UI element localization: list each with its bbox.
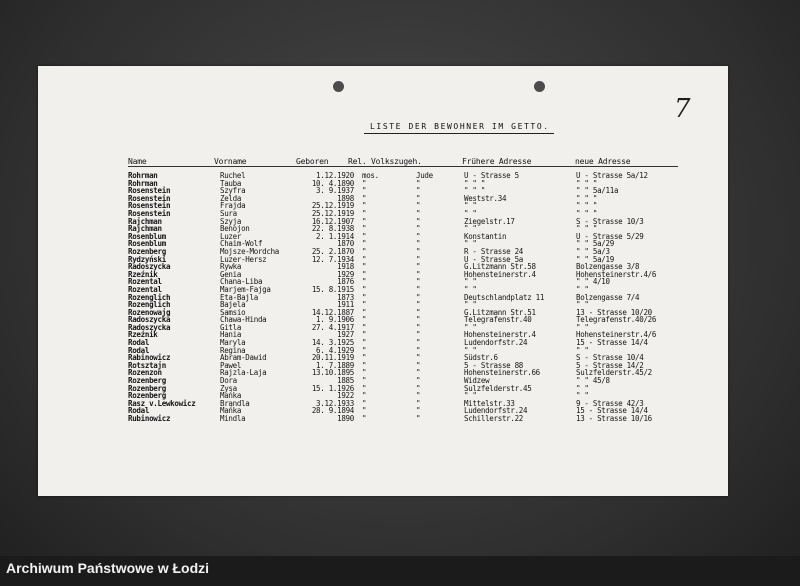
page-number: 7 [674, 94, 691, 124]
row-name: Rohrman [128, 178, 158, 188]
column-header-born: Geboren [296, 157, 329, 166]
row-name: Rabinowicz [128, 353, 171, 363]
row-nationality: Jude [416, 171, 433, 180]
row-nationality: " [416, 246, 421, 256]
row-first-name: Eta-Bajla [220, 292, 258, 302]
row-previous-address: U - Strasse 5 [464, 171, 519, 180]
row-previous-address: " " [464, 391, 477, 401]
row-previous-address: 5 - Strasse 88 [464, 360, 524, 370]
row-previous-address: Ziegelstr.17 [464, 216, 515, 226]
row-nationality: " [416, 307, 421, 317]
row-new-address: " " 5a/11a [576, 186, 619, 196]
column-header-previous-address: Frühere Adresse [462, 157, 532, 166]
row-religion: " [362, 368, 367, 378]
row-name: Rozenberg [128, 391, 166, 401]
row-nationality: " [416, 315, 421, 325]
row-first-name: Mańka [220, 391, 242, 401]
row-religion: " [362, 322, 367, 332]
row-previous-address: Ludendorfstr.24 [464, 406, 528, 416]
row-religion: " [362, 186, 367, 196]
row-first-name: Mindla [220, 414, 246, 423]
row-nationality: " [416, 178, 421, 188]
row-name: Rotsztajn [128, 360, 166, 370]
row-previous-address: Hohensteinerstr.4 [464, 269, 536, 279]
row-born: 1. 9.1906 [316, 315, 354, 325]
header-rule [128, 166, 678, 167]
row-religion: " [362, 383, 367, 393]
row-name: Rosenstein [128, 186, 171, 196]
row-born: 1876 [337, 277, 354, 287]
column-header-first-name: Vorname [214, 157, 247, 166]
row-new-address: 9 - Strasse 42/3 [576, 398, 644, 408]
row-born: 13.10.1895 [311, 368, 354, 378]
row-nationality: " [416, 201, 421, 211]
row-name: Rosenstein [128, 193, 171, 203]
row-previous-address: Schillerstr.22 [464, 414, 524, 423]
row-name: Rozenowajg [128, 307, 171, 317]
row-born: 1911 [337, 300, 354, 310]
row-born: 1870 [337, 239, 354, 249]
row-new-address: 13 - Strasse 10/20 [576, 307, 652, 317]
column-header-name: Name [128, 157, 147, 166]
row-nationality: " [416, 345, 421, 355]
row-born: 25.12.1919 [311, 208, 354, 218]
row-new-address: " " [576, 391, 589, 401]
row-born: 6. 4.1929 [316, 345, 354, 355]
punch-hole [534, 81, 545, 92]
row-religion: " [362, 406, 367, 416]
row-previous-address: " " " [464, 178, 486, 188]
row-first-name: Maryla [220, 338, 246, 348]
row-nationality: " [416, 360, 421, 370]
row-name: Rosenstein [128, 208, 171, 218]
row-nationality: " [416, 391, 421, 401]
row-nationality: " [416, 406, 421, 416]
row-previous-address: " " [464, 345, 477, 355]
row-nationality: " [416, 353, 421, 363]
row-nationality: " [416, 231, 421, 241]
row-first-name: Regina [220, 345, 246, 355]
row-name: Rydzyński [128, 254, 166, 264]
row-new-address: " " [576, 383, 589, 393]
row-new-address: Hohensteinerstr.4/6 [576, 269, 657, 279]
row-new-address: Bolzengasse 3/8 [576, 262, 640, 272]
row-first-name: Chaim-Wolf [220, 239, 263, 249]
row-name: Radoszycka [128, 262, 171, 272]
row-previous-address: Konstantin [464, 231, 507, 241]
row-name: Radoszycka [128, 315, 171, 325]
row-first-name: Zysa [220, 383, 237, 393]
row-new-address: " " " [576, 224, 598, 234]
row-previous-address: " " [464, 208, 477, 218]
row-religion: " [362, 262, 367, 272]
row-religion: " [362, 345, 367, 355]
row-name: Rosenblum [128, 239, 166, 249]
row-religion: " [362, 254, 367, 264]
row-name: Rozenglich [128, 300, 171, 310]
row-previous-address: Hohensteinerstr.66 [464, 368, 540, 378]
row-name: Rosenstein [128, 201, 171, 211]
row-first-name: Samsio [220, 307, 246, 317]
row-first-name: Mańka [220, 406, 242, 416]
row-first-name: Frajda [220, 201, 246, 211]
row-born: 25.12.1919 [311, 201, 354, 211]
row-new-address: " " 5a/3 [576, 246, 610, 256]
row-born: 3.12.1933 [316, 398, 354, 408]
row-previous-address: Ludendorfstr.24 [464, 338, 528, 348]
row-religion: " [362, 208, 367, 218]
row-nationality: " [416, 186, 421, 196]
row-new-address: 15 - Strasse 14/4 [576, 338, 648, 348]
row-nationality: " [416, 376, 421, 386]
row-previous-address: R - Strasse 24 [464, 246, 524, 256]
row-first-name: Mojsze-Mordcha [220, 246, 280, 256]
row-born: 1. 7.1889 [316, 360, 354, 370]
row-born: 15. 1.1926 [311, 383, 354, 393]
row-born: 16.12.1907 [311, 216, 354, 226]
row-nationality: " [416, 284, 421, 294]
row-religion: " [362, 277, 367, 287]
row-previous-address: " " [464, 277, 477, 287]
row-previous-address: Weststr.34 [464, 193, 507, 203]
row-first-name: Bajela [220, 300, 246, 310]
row-name: Rozenberg [128, 383, 166, 393]
row-previous-address: " " [464, 201, 477, 211]
row-first-name: Hania [220, 330, 242, 340]
row-first-name: Szyja [220, 216, 242, 226]
row-name: Rosenblum [128, 231, 166, 241]
row-born: 1890 [337, 414, 354, 423]
document-title: LISTE DER BEWOHNER IM GETTO. [370, 122, 550, 131]
row-born: 1927 [337, 330, 354, 340]
row-previous-address: G.Litzmann Str.51 [464, 307, 536, 317]
row-name: Rzeźnik [128, 330, 158, 340]
row-first-name: Ruchel [220, 171, 246, 180]
row-new-address: " " " [576, 178, 598, 188]
row-name: Rozenberg [128, 376, 166, 386]
row-new-address: " " [576, 322, 589, 332]
row-first-name: Chawa-Hinda [220, 315, 267, 325]
row-name: Rubinowicz [128, 414, 171, 423]
row-new-address: " " [576, 300, 589, 310]
row-first-name: Abram-Dawid [220, 353, 267, 363]
row-religion: " [362, 224, 367, 234]
row-nationality: " [416, 216, 421, 226]
row-new-address: " " 5a/19 [576, 254, 614, 264]
row-religion: mos. [362, 171, 379, 180]
row-previous-address: " " [464, 284, 477, 294]
row-religion: " [362, 360, 367, 370]
row-new-address: U - Strasse 5/29 [576, 231, 644, 241]
row-born: 27. 4.1917 [311, 322, 354, 332]
row-previous-address: U - Strasse 5a [464, 254, 524, 264]
table-row [38, 415, 728, 423]
row-first-name: Dora [220, 376, 237, 386]
row-previous-address: Widzew [464, 376, 490, 386]
row-religion: " [362, 284, 367, 294]
title-underline [364, 133, 554, 134]
row-name: Rozenglich [128, 292, 171, 302]
row-new-address: Bolzengasse 7/4 [576, 292, 640, 302]
row-born: 12. 7.1934 [311, 254, 354, 264]
row-religion: " [362, 376, 367, 386]
row-first-name: Rywka [220, 262, 242, 272]
row-religion: " [362, 231, 367, 241]
row-nationality: " [416, 322, 421, 332]
row-nationality: " [416, 414, 421, 423]
row-previous-address: Hohensteinerstr.4 [464, 330, 536, 340]
row-first-name: Genia [220, 269, 242, 279]
row-new-address: Hohensteinerstr.4/6 [576, 330, 657, 340]
row-religion: " [362, 216, 367, 226]
row-religion: " [362, 353, 367, 363]
row-born: 14. 3.1925 [311, 338, 354, 348]
row-previous-address: " " [464, 300, 477, 310]
row-first-name: Luzer-Hersz [220, 254, 267, 264]
row-first-name: Tauba [220, 178, 242, 188]
row-new-address: Telegrafenstr.40/26 [576, 315, 657, 325]
row-nationality: " [416, 239, 421, 249]
column-header-new-address: neue Adresse [575, 157, 631, 166]
row-previous-address: Südstr.6 [464, 353, 498, 363]
punch-hole [333, 81, 344, 92]
row-name: Rodal [128, 406, 150, 416]
row-religion: " [362, 414, 367, 423]
row-religion: " [362, 246, 367, 256]
row-previous-address: " " [464, 224, 477, 234]
row-nationality: " [416, 224, 421, 234]
row-name: Rasz v.Lewkowicz [128, 398, 196, 408]
row-born: 1873 [337, 292, 354, 302]
column-header-nationality: Volkszugeh. [371, 157, 422, 166]
row-previous-address: " " " [464, 186, 486, 196]
row-nationality: " [416, 193, 421, 203]
row-religion: " [362, 269, 367, 279]
row-religion: " [362, 292, 367, 302]
column-header-religion: Rel. [348, 157, 367, 166]
row-nationality: " [416, 383, 421, 393]
row-name: Rajchman [128, 216, 162, 226]
row-new-address: 15 - Strasse 14/4 [576, 406, 648, 416]
row-nationality: " [416, 338, 421, 348]
row-name: Rozental [128, 284, 162, 294]
row-religion: " [362, 178, 367, 188]
row-born: 28. 9.1894 [311, 406, 354, 416]
row-name: Rzeźnik [128, 269, 158, 279]
row-nationality: " [416, 368, 421, 378]
row-first-name: Rajzla-Laja [220, 368, 267, 378]
archive-label: Archiwum Państwowe w Łodzi [6, 560, 210, 576]
row-religion: " [362, 239, 367, 249]
row-first-name: Gitla [220, 322, 242, 332]
row-previous-address: " " [464, 239, 477, 249]
row-new-address: " " " [576, 208, 598, 218]
row-new-address: " " 45/8 [576, 376, 610, 386]
row-first-name: Pawel [220, 360, 242, 370]
row-born: 1918 [337, 262, 354, 272]
document-page [38, 66, 728, 496]
row-nationality: " [416, 254, 421, 264]
row-new-address: " " [576, 284, 589, 294]
row-born: 3. 9.1937 [316, 186, 354, 196]
row-name: Rozental [128, 277, 162, 287]
resident-list [38, 172, 728, 423]
row-born: 10. 4.1890 [311, 178, 354, 188]
row-first-name: Szyfra [220, 186, 246, 196]
row-previous-address: Sulzfelderstr.45 [464, 383, 532, 393]
row-religion: " [362, 300, 367, 310]
row-nationality: " [416, 398, 421, 408]
row-first-name: Brandla [220, 398, 250, 408]
row-born: 14.12.1887 [311, 307, 354, 317]
row-new-address: S - Strasse 10/4 [576, 353, 644, 363]
row-born: 1.12.1920 [316, 171, 354, 180]
row-first-name: Benojon [220, 224, 250, 234]
row-first-name: Sura [220, 208, 237, 218]
row-new-address: " " " [576, 201, 598, 211]
row-religion: " [362, 193, 367, 203]
row-first-name: Zelda [220, 193, 242, 203]
row-name: Rodal [128, 345, 150, 355]
row-previous-address: Mittelstr.33 [464, 398, 515, 408]
row-previous-address: G.Litzmann Str.58 [464, 262, 536, 272]
row-name: Rohrman [128, 171, 158, 180]
row-new-address: U - Strasse 5a/12 [576, 171, 648, 180]
row-nationality: " [416, 208, 421, 218]
row-born: 20.11.1919 [311, 353, 354, 363]
row-born: 1922 [337, 391, 354, 401]
row-new-address: S - Strasse 10/3 [576, 216, 644, 226]
row-new-address: " " " [576, 193, 598, 203]
row-first-name: Chana-Liba [220, 277, 263, 287]
row-religion: " [362, 398, 367, 408]
row-nationality: " [416, 269, 421, 279]
row-name: Rozenzon [128, 368, 162, 378]
row-born: 1898 [337, 193, 354, 203]
row-previous-address: Deutschlandplatz 11 [464, 292, 545, 302]
row-born: 15. 8.1915 [311, 284, 354, 294]
row-previous-address: " " [464, 322, 477, 332]
row-first-name: Marjem-Fajga [220, 284, 271, 294]
row-born: 22. 8.1938 [311, 224, 354, 234]
row-new-address: 13 - Strasse 10/16 [576, 414, 652, 423]
row-born: 1929 [337, 269, 354, 279]
row-religion: " [362, 330, 367, 340]
row-religion: " [362, 338, 367, 348]
row-first-name: Luzer [220, 231, 242, 241]
row-religion: " [362, 391, 367, 401]
row-new-address: " " [576, 345, 589, 355]
row-nationality: " [416, 330, 421, 340]
row-nationality: " [416, 300, 421, 310]
row-new-address: " " 5a/29 [576, 239, 614, 249]
row-previous-address: Telegrafenstr.40 [464, 315, 532, 325]
row-born: 25. 2.1870 [311, 246, 354, 256]
row-name: Rodal [128, 338, 150, 348]
row-new-address: " " 4/10 [576, 277, 610, 287]
row-religion: " [362, 307, 367, 317]
row-name: Radoszycka [128, 322, 171, 332]
row-nationality: " [416, 292, 421, 302]
row-new-address: 5 - Strasse 14/2 [576, 360, 644, 370]
row-name: Rajchman [128, 224, 162, 234]
row-new-address: Sulzfelderstr.45/2 [576, 368, 652, 378]
row-religion: " [362, 315, 367, 325]
row-name: Rozenberg [128, 246, 166, 256]
row-born: 2. 1.1914 [316, 231, 354, 241]
row-nationality: " [416, 262, 421, 272]
row-born: 1885 [337, 376, 354, 386]
row-nationality: " [416, 277, 421, 287]
row-religion: " [362, 201, 367, 211]
